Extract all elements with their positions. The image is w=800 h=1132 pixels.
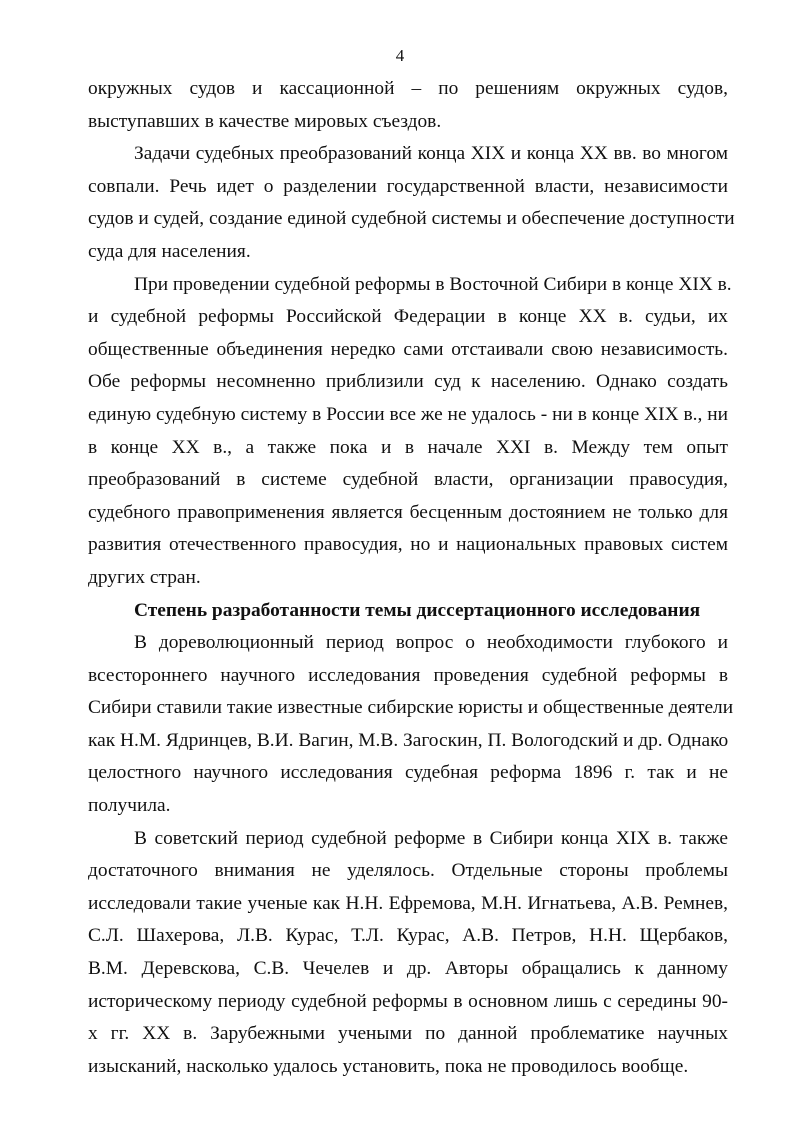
text-line: развития отечественного правосудия, но и национальных правовых систем: [88, 534, 728, 556]
text-line: выступавших в качестве мировых съездов.: [88, 110, 442, 132]
text-line: Задачи судебных преобразований конца XIX и конца XX вв. во многом: [134, 143, 728, 165]
text-line: совпали. Речь идет о разделении государственной власти, независимости: [88, 175, 728, 197]
text-line: получила.: [88, 795, 171, 817]
text-line: всестороннего научного исследования проведения судебной реформы в: [88, 664, 728, 686]
text-line: В советский период судебной реформе в Сибири конца XIX в. также: [134, 827, 728, 849]
text-line: исследовали такие ученые как Н.Н. Ефремова, М.Н. Игнатьева, А.В. Ремнев,: [88, 892, 728, 914]
paragraph: [88, 269, 732, 595]
text-line: Сибири ставили такие известные сибирские юристы и общественные деятели: [88, 697, 734, 719]
text-line: изысканий, насколько удалось установить, пока не проводилось вообще.: [88, 1055, 689, 1077]
paragraph: [88, 627, 734, 823]
text-line: При проведении судебной реформы в Восточной Сибири в конце XIX в.: [134, 273, 732, 295]
text-line: единую судебную систему в России все же не удалось - ни в конце XIX в., ни: [88, 403, 728, 425]
text-line: С.Л. Шахерова, Л.В. Курас, Т.Л. Курас, А.В. Петров, Н.Н. Щербаков,: [88, 925, 728, 947]
text-line: окружных судов и кассационной – по решениям окружных судов,: [88, 78, 728, 99]
text-line: целостного научного исследования судебная реформа 1896 г. так и не: [88, 762, 728, 784]
text-line: и судебной реформы Российской Федерации в конце XX в. судьи, их: [88, 306, 728, 328]
text-line: Обе реформы несомненно приблизили суд к населению. Однако создать: [88, 371, 728, 393]
page-number: 4: [395, 46, 405, 65]
text-line: судебного правоприменения является бесценным достоянием не только для: [88, 501, 728, 523]
text-line: суда для населения.: [88, 240, 251, 262]
paragraph: [88, 823, 728, 1084]
text-line: х гг. XX в. Зарубежными учеными по данной проблематике научных: [88, 1023, 728, 1045]
text-line: других стран.: [88, 566, 201, 588]
section-heading: Степень разработанности темы диссертационного исследования: [134, 599, 701, 621]
text-line: В дореволюционный период вопрос о необходимости глубокого и: [134, 632, 728, 654]
text-line: историческому периоду судебной реформы в основном лишь с середины 90-: [88, 990, 728, 1012]
document-body: [88, 73, 735, 1083]
text-line: судов и судей, создание единой судебной системы и обеспечение доступности: [88, 208, 735, 230]
text-line: как Н.М. Ядринцев, В.И. Вагин, М.В. Загоскин, П. Вологодский и др. Однако: [88, 729, 729, 751]
text-line: В.М. Деревскова, С.В. Чечелев и др. Авторы обращались к данному: [88, 958, 728, 980]
text-line: общественные объединения нередко сами отстаивали свою независимость.: [88, 338, 728, 360]
paragraph: [88, 73, 728, 138]
paragraph: [88, 138, 735, 268]
text-line: достаточного внимания не уделялось. Отдельные стороны проблемы: [88, 860, 728, 882]
text-line: преобразований в системе судебной власти, организации правосудия,: [88, 469, 728, 491]
text-line: в конце XX в., а также пока и в начале XXI в. Между тем опыт: [88, 436, 728, 458]
